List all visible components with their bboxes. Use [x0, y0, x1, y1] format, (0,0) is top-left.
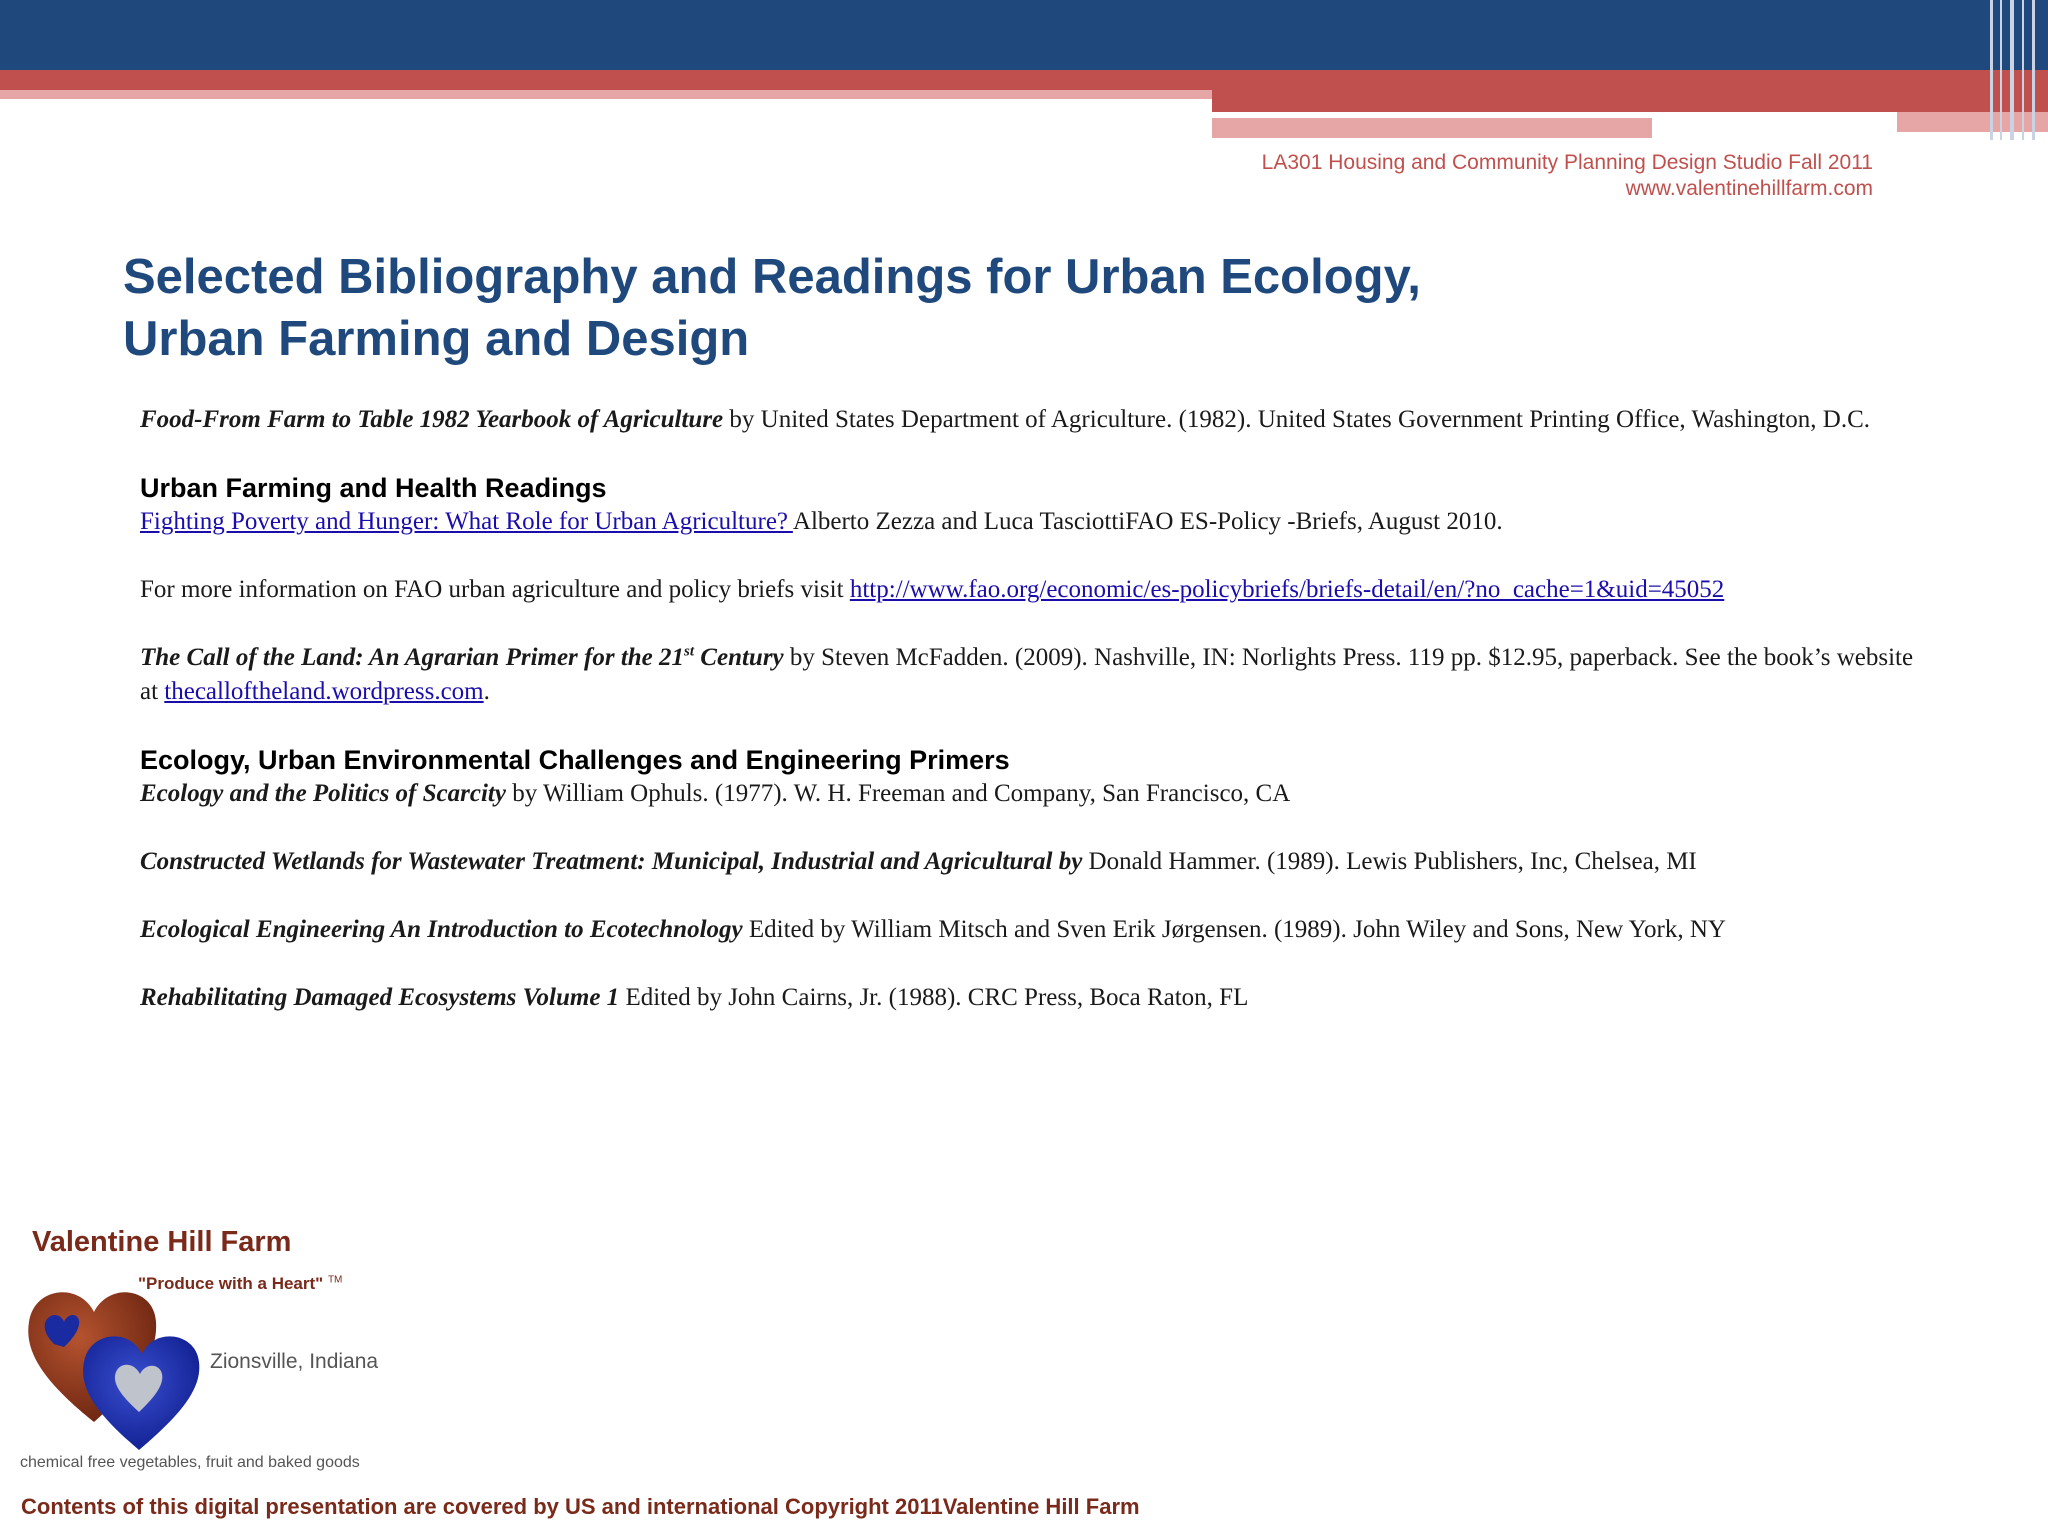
title-line-1: Selected Bibliography and Readings for Urban Ecology,: [123, 250, 1421, 304]
entry-fao-brief: [140, 505, 1920, 539]
book-title: Ecological Engineering An Introduction to Ecotechnology: [140, 916, 743, 943]
hearts-icon: [24, 1272, 224, 1452]
entry-details: by William Ophuls. (1977). W. H. Freeman and Company, San Francisco, CA: [505, 780, 1291, 807]
banner-stripe: [1212, 118, 1652, 138]
book-title: Food-From Farm to Table 1982 Yearbook of Agriculture: [140, 406, 724, 433]
page-title: [123, 246, 1723, 370]
book-title: Constructed Wetlands for Wastewater Treatment: Municipal, Industrial and Agricultural by: [140, 848, 1083, 875]
book-title: Rehabilitating Damaged Ecosystems Volume 1: [140, 984, 620, 1011]
ordinal-suffix: st: [684, 643, 695, 660]
book-title-part: Century: [694, 644, 784, 671]
title-line-2: Urban Farming and Design: [123, 312, 750, 366]
website-url: www.valentinehillfarm.com: [1625, 177, 1873, 200]
section-heading-ecology: Ecology, Urban Environmental Challenges and Engineering Primers: [140, 745, 1010, 775]
logo-name: Valentine Hill Farm: [32, 1226, 292, 1258]
banner-line: [2032, 0, 2035, 140]
banner-stripe: [0, 90, 1212, 99]
copyright-notice: Contents of this digital presentation are covered by US and international Copyright 2011Valentine Hill Farm: [21, 1494, 1140, 1519]
trademark: TM: [327, 1274, 343, 1286]
entry-details: Edited by John Cairns, Jr. (1988). CRC Press, Boca Raton, FL: [619, 984, 1249, 1011]
banner-line: [1990, 0, 1993, 140]
entry-details: by United States Department of Agriculture. (1982). United States Government Printing Office, Washington, D.C.: [723, 406, 1871, 433]
banner-line: [2010, 0, 2014, 140]
fao-policy-briefs-link[interactable]: http://www.fao.org/economic/es-policybriefs/briefs-detail/en/?no_cache=1&uid=45052: [849, 576, 1725, 603]
banner-stripe: [1897, 112, 2048, 132]
farm-logo: [18, 1218, 398, 1478]
entry-more-info: [140, 573, 1920, 607]
more-info-text: For more information on FAO urban agriculture and policy briefs visit: [140, 576, 850, 603]
banner-line: [2000, 0, 2002, 140]
section-heading-health: Urban Farming and Health Readings: [140, 473, 607, 503]
tagline-text: "Produce with a Heart": [138, 1274, 324, 1293]
entry-ecological-engineering: [140, 913, 1920, 947]
call-of-the-land-link[interactable]: thecalloftheland.wordpress.com: [164, 678, 484, 705]
entry-call-of-the-land: [140, 641, 1920, 709]
course-name: LA301 Housing and Community Planning Design Studio Fall 2011: [1261, 151, 1873, 174]
bibliography: [140, 403, 1920, 1015]
top-banner: [0, 0, 2048, 70]
logo-town: Zionsville, Indiana: [210, 1350, 379, 1373]
logo-subtitle: chemical free vegetables, fruit and baked goods: [20, 1454, 360, 1471]
entry-constructed-wetlands: [140, 845, 1920, 879]
entry-details: Donald Hammer. (1989). Lewis Publishers, Inc, Chelsea, MI: [1082, 848, 1697, 875]
book-title: [140, 644, 784, 671]
fao-brief-link[interactable]: Fighting Poverty and Hunger: What Role for Urban Agriculture?: [140, 508, 793, 535]
entry-rehabilitating-ecosystems: [140, 981, 1920, 1015]
entry-food-from-farm: [140, 403, 1920, 437]
course-header: [1262, 150, 1873, 202]
entry-details: Alberto Zezza and Luca TasciottiFAO ES-Policy -Briefs, August 2010.: [792, 508, 1503, 535]
book-title: Ecology and the Politics of Scarcity: [140, 780, 506, 807]
entry-details: Edited by William Mitsch and Sven Erik Jørgensen. (1989). John Wiley and Sons, New York, NY: [742, 916, 1726, 943]
book-title-part: The Call of the Land: An Agrarian Primer for the 21: [140, 644, 685, 671]
banner-line: [2022, 0, 2024, 140]
banner-stripe: [0, 70, 2048, 90]
entry-end: .: [483, 678, 490, 705]
entry-details: by Steven McFadden. (2009). Nashville, IN: Norlights Press. 119 pp. $12.95, paperback. See the book’s website at: [140, 644, 1914, 705]
banner-stripe: [1212, 90, 2048, 112]
entry-ophuls: [140, 777, 1920, 811]
